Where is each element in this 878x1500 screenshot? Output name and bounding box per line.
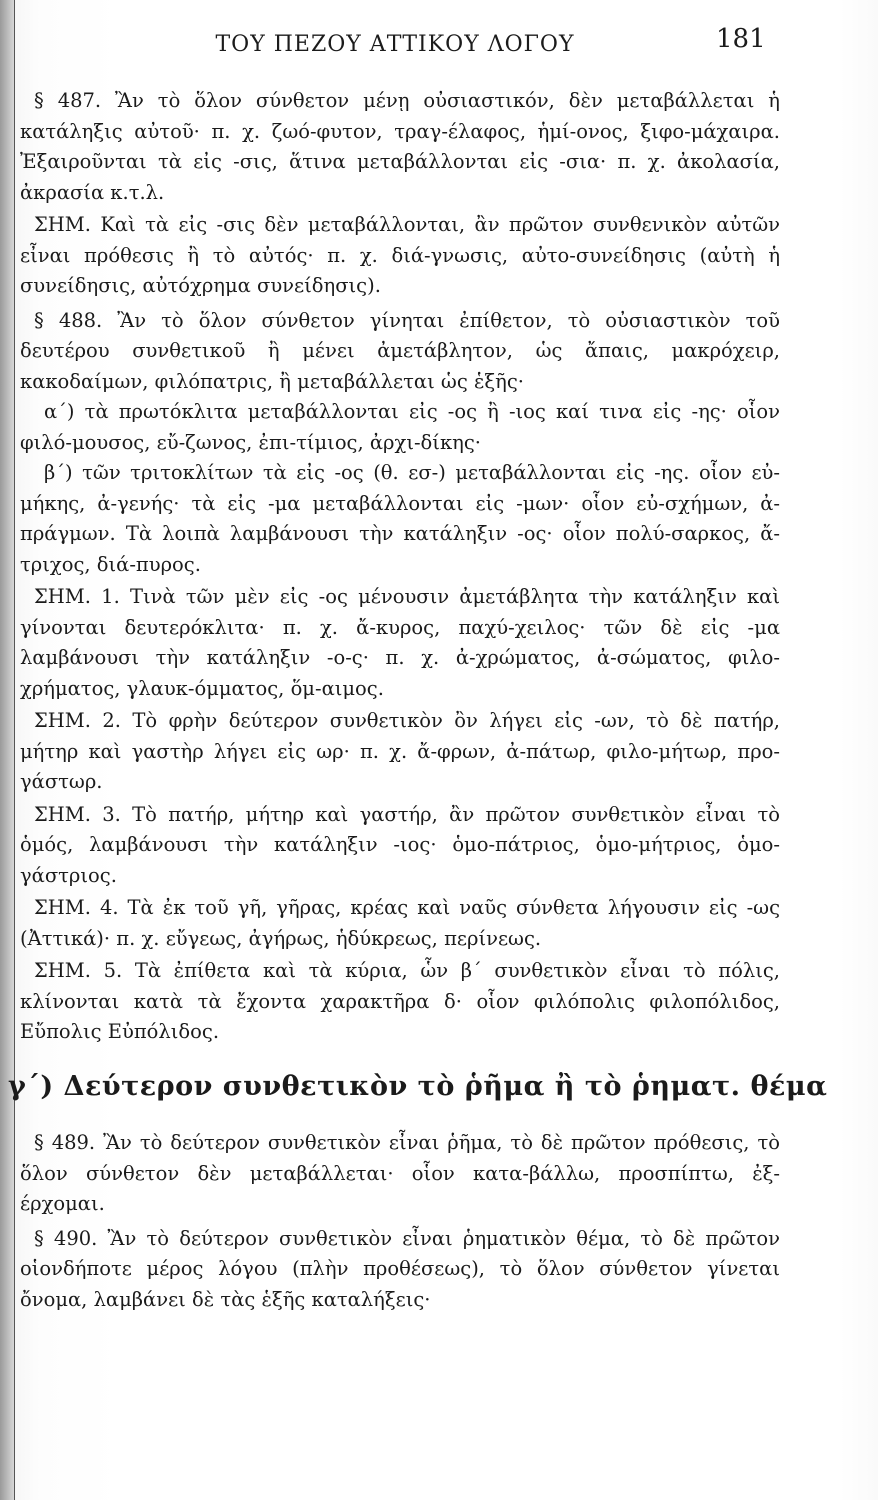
note-1: ΣΗΜ. 1. Τινὰ τῶν μὲν εἰς -ος μένουσιν ἀμετάβλητα τὴν κατάληξιν καὶ γίνονται δευτερόκλιτα· π. χ. ἄ-κυρος, παχύ-χειλος· τῶν δὲ εἰς -μα λαμβάνουσι τὴν κατάληξιν -ο-ς· π. χ. ἀ-χρώματος, ἀ-σώματος, φιλο-χρήματος, γλαυκ-όμματος, ὅμ-αιμος. [20,585,780,700]
section-488: § 488. Ἂν τὸ ὅλον σύνθετον γίνηται ἐπίθετον, τὸ οὐσιαστικὸν τοῦ δευτέρου συνθετικοῦ ἢ μένει ἀμετάβλητον, ὡς ἄπαις, μακρόχειρ, κακοδαίμων, φιλόπατρις, ἢ μεταβάλλεται ὡς ἑξῆς· [20,308,780,393]
subsection-beta: β΄) τῶν τριτοκλίτων τὰ εἰς -ος (θ. εσ-) μεταβάλλονται εἰς -ης. οἷον εὐ-μήκης, ἀ-γενής· τὰ εἰς -μα μεταβάλλονται εἰς -μων· οἷον εὐ-σχήμων, ἀ-πράγμων. Τὰ λοιπὰ λαμβάνουσι τὴν κατάληξιν -ος· οἷον πολύ-σαρκος, ἄ-τριχος, διά-πυρος. [20,461,780,576]
page-number: 181 [716,24,766,54]
note-487: ΣΗΜ. Καὶ τὰ εἰς -σις δὲν μεταβάλλονται, ἂν πρῶτον συνθενικὸν αὐτῶν εἶναι πρόθεσις ἢ τὸ αὐτός· π. χ. διά-γνωσις, αὐτο-συνείδησις (αὐτὴ ἡ συνείδησις, αὐτόχρημα συνείδησις). [20,213,780,297]
gutter-edge [14,0,15,1500]
subsection-alpha: α΄) τὰ πρωτόκλιτα μεταβάλλονται εἰς -ος ἢ -ιος καί τινα εἰς -ης· οἷον φιλό-μουσος, εὔ-ζωνος, ἐπι-τίμιος, ἀρχι-δίκης· [20,400,780,454]
running-header: ΤΟΥ ΠΕΖΟΥ ΑΤΤΙΚΟΥ ΛΟΓΟΥ [215,32,575,57]
note-2: ΣΗΜ. 2. Τὸ φρὴν δεύτερον συνθετικὸν ὂν λήγει εἰς -ων, τὸ δὲ πατήρ, μήτηρ καὶ γαστὴρ λήγει εἰς ωρ· π. χ. ἄ-φρων, ἀ-πάτωρ, φιλο-μήτωρ, προ-γάστωρ. [20,709,780,793]
section-489: § 489. Ἂν τὸ δεύτερον συνθετικὸν εἶναι ῥῆμα, τὸ δὲ πρῶτον πρόθεσις, τὸ ὅλον σύνθετον δὲν μεταβάλλεται· οἷον κατα-βάλλω, προσπίπτω, ἐξ-έρχομαι. [20,1131,780,1215]
note-5: ΣΗΜ. 5. Τὰ ἐπίθετα καὶ τὰ κύρια, ὧν β΄ συνθετικὸν εἶναι τὸ πόλις, κλίνονται κατὰ τὰ ἔχοντα χαρακτῆρα δ· οἷον φιλόπολις φιλοπόλιδος, Εὔπολις Εὐπόλιδος. [20,959,780,1043]
section-487: § 487. Ἂν τὸ ὅλον σύνθετον μένῃ οὐσιαστικόν, δὲν μεταβάλλεται ἡ κατάληξις αὐτοῦ· π. χ. ζωό-φυτον, τραγ-έλαφος, ἡμί-ονος, ξιφο-μάχαιρα. Ἐξαιροῦνται τὰ εἰς -σις, ἅτινα μεταβάλλονται εἰς -σια· π. χ. ἀκολασία, ἀκρασία κ.τ.λ. [20,89,780,204]
page-body [8,86,828,1315]
chapter-heading: γ΄) Δεύτερον συνθετικὸν τὸ ῥῆμα ἢ τὸ ῥηματ. θέμα [8,1070,828,1102]
note-3: ΣΗΜ. 3. Τὸ πατήρ, μήτηρ καὶ γαστήρ, ἂν πρῶτον συνθετικὸν εἶναι τὸ ὁμός, λαμβάνουσι τὴν κατάληξιν -ιος· ὁμο-πάτριος, ὁμο-μήτριος, ὁμο-γάστριος. [20,802,780,887]
note-4: ΣΗΜ. 4. Τὰ ἐκ τοῦ γῆ, γῆρας, κρέας καὶ ναῦς σύνθετα λήγουσιν εἰς -ως (Ἀττικά)· π. χ. εὔγεως, ἀγήρως, ἡδύκρεως, περίνεως. [20,896,780,950]
section-490: § 490. Ἂν τὸ δεύτερον συνθετικὸν εἶναι ῥηματικὸν θέμα, τὸ δὲ πρῶτον οἱονδήποτε μέρος λόγου (πλὴν προθέσεως), τὸ ὅλον σύνθετον γίνεται ὄνομα, λαμβάνει δὲ τὰς ἑξῆς καταλήξεις· [20,1226,780,1311]
page-gutter [0,0,14,1500]
